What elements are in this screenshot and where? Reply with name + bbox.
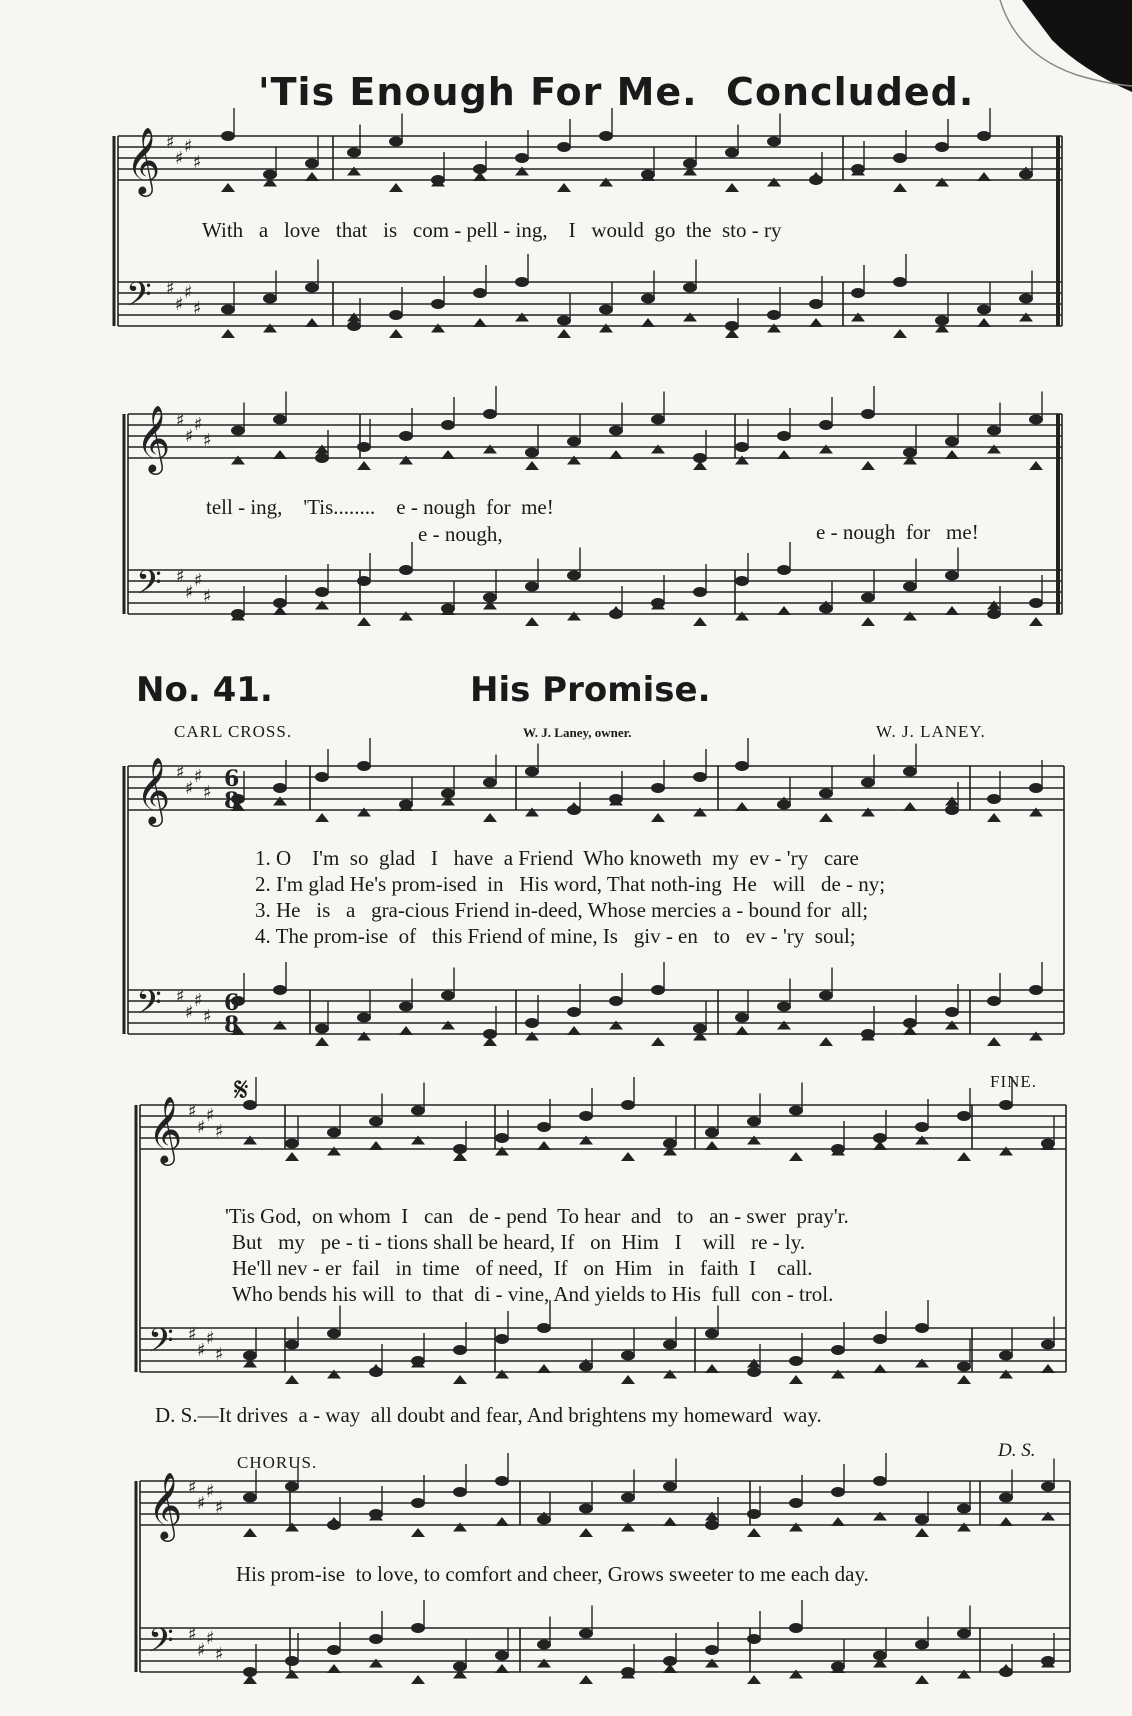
svg-text:𝄞: 𝄞 [148,1095,183,1163]
svg-text:♯: ♯ [197,1340,206,1361]
svg-text:♯: ♯ [185,778,194,799]
svg-text:♯: ♯ [215,1644,224,1665]
svg-text:♯: ♯ [193,152,202,173]
svg-text:♯: ♯ [197,1493,206,1514]
verse-line-4: 4. The prom-ise of this Friend of mine, Is giv - en to ev - 'ry soul; [255,924,856,948]
refrain-line-1: 'Tis God, on whom I can de - pend To hear and to an - swer pray'r. [225,1204,849,1228]
svg-text:♯: ♯ [166,132,175,153]
refrain-line-3: He'll nev - er fail in time of need, If on Him in faith I call. [232,1256,813,1280]
refrain-line-2: But my pe - ti - tions shall be heard, If on Him I will re - ly. [232,1230,806,1254]
svg-text:♯: ♯ [175,294,184,315]
svg-text:𝄢: 𝄢 [136,984,162,1030]
svg-text:♯: ♯ [206,1628,215,1649]
svg-text:♯: ♯ [215,1121,224,1142]
continued-lyrics-ending: e - nough for me! [816,520,979,544]
svg-text:♯: ♯ [194,990,203,1011]
svg-text:♯: ♯ [176,410,185,431]
svg-text:♯: ♯ [166,278,175,299]
svg-text:♯: ♯ [193,298,202,319]
refrain-line-4: Who bends his will to that di - vine, And yields to His full con - trol. [232,1282,834,1306]
svg-text:♯: ♯ [203,430,212,451]
svg-text:♯: ♯ [184,282,193,303]
svg-text:8: 8 [224,1012,240,1038]
svg-text:6: 6 [224,766,240,792]
svg-text:♯: ♯ [184,136,193,157]
verse-line-2: 2. I'm glad He's prom-ised in His word, That noth-ing He will de - ny; [255,872,886,896]
svg-text:6: 6 [224,990,240,1016]
svg-text:♯: ♯ [185,426,194,447]
svg-text:♯: ♯ [197,1117,206,1138]
svg-text:𝄞: 𝄞 [136,404,171,472]
fine-mark: FINE. [990,1072,1038,1091]
continued-lyrics-enough: e - nough, [418,522,503,546]
svg-text:♯: ♯ [215,1344,224,1365]
continued-hymn-title: 'Tis Enough For Me. Concluded. [258,70,975,114]
svg-text:♯: ♯ [206,1105,215,1126]
svg-text:♯: ♯ [175,148,184,169]
svg-text:♯: ♯ [203,782,212,803]
svg-text:𝄢: 𝄢 [148,1322,174,1368]
composer-credit: W. J. LANEY. [876,722,986,741]
svg-text:♯: ♯ [188,1101,197,1122]
svg-text:♯: ♯ [188,1324,197,1345]
svg-text:𝄞: 𝄞 [148,1471,183,1539]
svg-text:♯: ♯ [194,766,203,787]
verse-line-3: 3. He is a gra-cious Friend in-deed, Whose mercies a - bound for all; [255,898,869,922]
svg-text:♯: ♯ [176,986,185,1007]
svg-text:𝄢: 𝄢 [148,1622,174,1668]
hymn-number: No. 41. [136,670,273,710]
svg-text:♯: ♯ [176,762,185,783]
svg-text:𝄢: 𝄢 [126,276,152,322]
continued-lyrics-line2: tell - ing, 'Tis........ e - nough for me! [206,495,554,519]
svg-text:♯: ♯ [185,582,194,603]
chorus-lyrics: His prom-ise to love, to comfort and cheer, Grows sweeter to me each day. [236,1562,869,1586]
ds-mark: D. S. [998,1440,1036,1461]
continued-lyrics-line1: With a love that is com - pell - ing, I would go the sto - ry [202,218,782,242]
owner-credit: W. J. Laney, owner. [523,725,632,740]
ds-instruction-line: D. S.—It drives a - way all doubt and fear, And brightens my homeward way. [155,1403,822,1427]
svg-text:♯: ♯ [215,1497,224,1518]
svg-text:♯: ♯ [176,566,185,587]
verse-line-1: 1. O I'm so glad I have a Friend Who knoweth my ev - 'ry care [255,846,859,870]
svg-text:♯: ♯ [203,1006,212,1027]
svg-text:♯: ♯ [185,1002,194,1023]
svg-text:♯: ♯ [203,586,212,607]
svg-text:8: 8 [224,788,240,814]
svg-text:♯: ♯ [197,1640,206,1661]
svg-text:𝄞: 𝄞 [126,126,161,194]
svg-text:𝄢: 𝄢 [136,564,162,610]
svg-text:♯: ♯ [206,1481,215,1502]
lyricist-credit: CARL CROSS. [174,722,293,741]
svg-text:♯: ♯ [188,1477,197,1498]
svg-text:♯: ♯ [194,570,203,591]
svg-text:♯: ♯ [188,1624,197,1645]
svg-text:♯: ♯ [194,414,203,435]
hymn-title: His Promise. [470,670,711,710]
svg-text:𝄞: 𝄞 [136,756,171,824]
svg-text:♯: ♯ [206,1328,215,1349]
chorus-label: CHORUS. [237,1453,318,1472]
segno-sign: 𝄋 [234,1072,249,1109]
